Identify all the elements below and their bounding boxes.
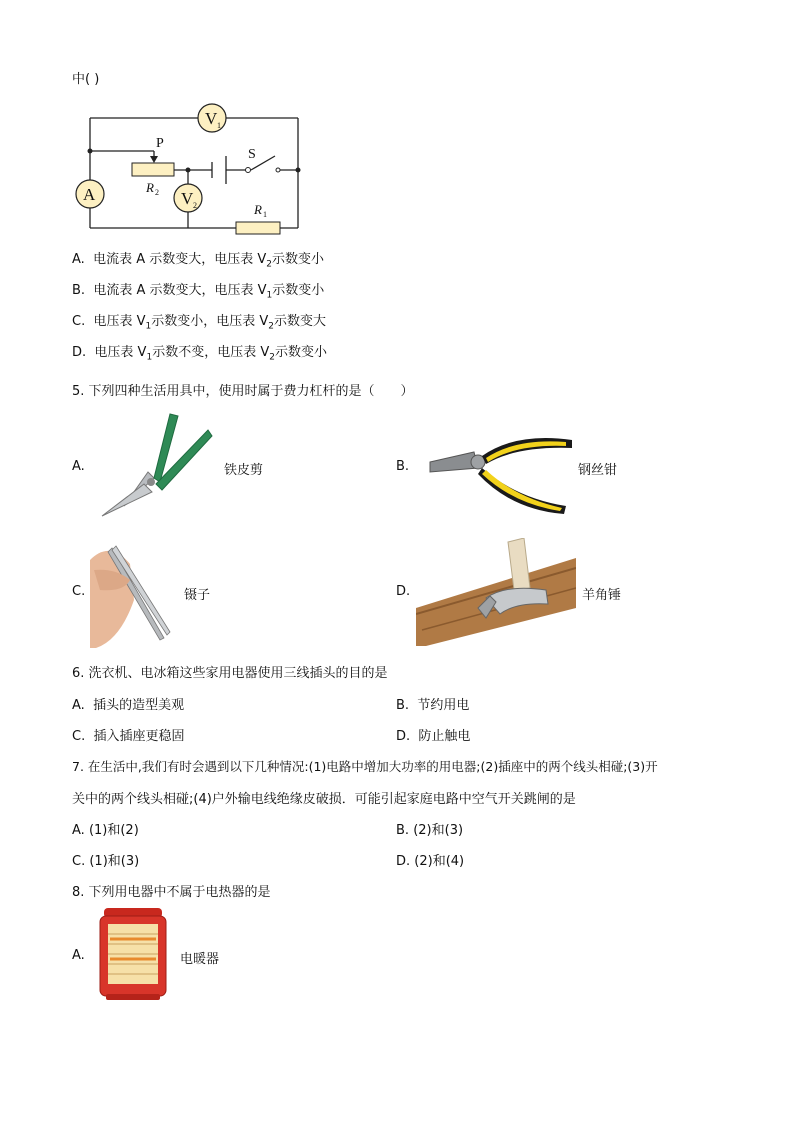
q5-option-c-letter[interactable]: C. bbox=[72, 584, 86, 599]
q6-option-b[interactable]: B. 节约用电 bbox=[396, 698, 470, 713]
circuit-diagram bbox=[70, 96, 310, 238]
q7-stem-line1: 7. 在生活中,我们有时会遇到以下几种情况:(1)电路中增加大功率的用电器;(2)插座中的两个线头相碰;(3)开 bbox=[72, 759, 658, 774]
q5-option-a-letter[interactable]: A. bbox=[72, 459, 85, 474]
q7-option-a[interactable]: A. (1)和(2) bbox=[72, 823, 139, 838]
q5-option-b-letter[interactable]: B. bbox=[396, 459, 410, 474]
v1-sub: 1 bbox=[217, 121, 221, 130]
q5-option-d-letter[interactable]: D. bbox=[396, 584, 411, 599]
p-label: P bbox=[156, 136, 164, 151]
q4-option-d[interactable]: D. 电压表 $V_1$示数不变，电压表 $V_2$示数变小 bbox=[72, 345, 327, 363]
v1-label: V bbox=[205, 109, 218, 128]
a-label: A bbox=[83, 185, 96, 204]
electric-heater-image bbox=[96, 904, 170, 1002]
q7-option-d[interactable]: D. (2)和(4) bbox=[396, 854, 465, 869]
r2-label: R bbox=[146, 180, 154, 195]
q4-option-c[interactable]: C. 电压表 $V_1$示数变小，电压表 $V_2$示数变大 bbox=[72, 314, 327, 332]
pliers-image bbox=[416, 412, 576, 520]
question-fragment: 中( ) bbox=[72, 72, 100, 87]
r1-sub: 1 bbox=[263, 210, 267, 219]
q6-option-a[interactable]: A. 插头的造型美观 bbox=[72, 698, 185, 713]
q8-stem: 8. 下列用电器中不属于电热器的是 bbox=[72, 885, 271, 900]
q5-option-b-label: 钢丝钳 bbox=[578, 463, 618, 478]
q4-option-a[interactable]: A. 电流表 A 示数变大，电压表 $V_2$示数变小 bbox=[72, 252, 324, 270]
q5-stem: 5. 下列四种生活用具中，使用时属于费力杠杆的是（ ） bbox=[72, 384, 414, 399]
claw-hammer-image bbox=[416, 538, 576, 646]
r1-label: R bbox=[254, 202, 262, 217]
q8-option-a-label: 电暖器 bbox=[180, 952, 220, 967]
s-label: S bbox=[248, 147, 256, 162]
q8-option-a-letter[interactable]: A. bbox=[72, 948, 85, 963]
q7-option-c[interactable]: C. (1)和(3) bbox=[72, 854, 140, 869]
q4-option-b[interactable]: B. 电流表 A 示数变大，电压表 $V_1$示数变小 bbox=[72, 283, 325, 301]
q5-option-a-label: 铁皮剪 bbox=[224, 463, 264, 478]
r2-sub: 2 bbox=[155, 188, 159, 197]
tweezers-image bbox=[90, 540, 174, 652]
q5-option-d-label: 羊角锤 bbox=[582, 588, 622, 603]
v2-sub: 2 bbox=[193, 201, 197, 210]
q5-option-c-label: 镊子 bbox=[184, 588, 211, 603]
q6-option-d[interactable]: D. 防止触电 bbox=[396, 729, 471, 744]
q6-option-c[interactable]: C. 插入插座更稳固 bbox=[72, 729, 185, 744]
tin-snips-image bbox=[94, 410, 216, 526]
q7-stem-line2: 关中的两个线头相碰;(4)户外输电线绝缘皮破损．可能引起家庭电路中空气开关跳闸的是 bbox=[72, 792, 576, 807]
v2-label: V bbox=[181, 189, 194, 208]
q7-option-b[interactable]: B. (2)和(3) bbox=[396, 823, 464, 838]
q6-stem: 6. 洗衣机、电冰箱这些家用电器使用三线插头的目的是 bbox=[72, 666, 388, 681]
